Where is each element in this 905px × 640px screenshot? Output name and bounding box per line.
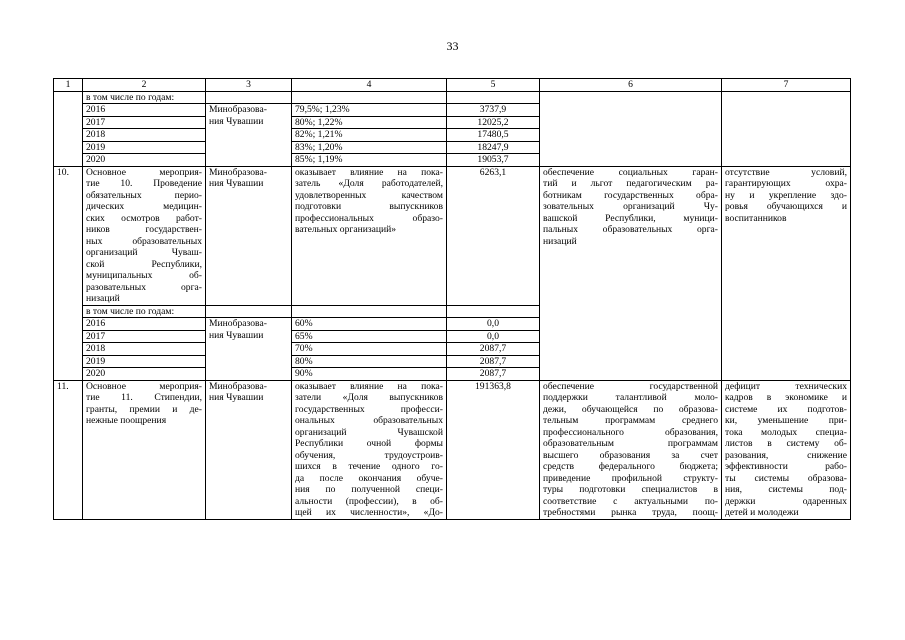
table-row-item-11	[54, 380, 851, 519]
indicator-value: 60%	[292, 318, 447, 331]
amount-value: 2087,7	[447, 355, 540, 368]
indicator-value: 65%	[292, 330, 447, 343]
indicator-value: 79,5%; 1,23%	[292, 104, 447, 117]
column-number: 4	[292, 79, 447, 92]
executor-cell: Минобразова- ния Чувашии	[206, 104, 292, 167]
amount-value: 2087,7	[447, 343, 540, 356]
amount-value: 0,0	[447, 318, 540, 331]
year: 2020	[83, 368, 206, 381]
year: 2016	[83, 318, 206, 331]
column-number: 6	[540, 79, 722, 92]
influence-text: оказывает влияние на пока- затели «Доля выпускников государственных професси- ональных образовательных организаций Чувашской Республики очной формы обучения, трудоустроив- шихся в течение одного го- да после окончания обуче- ния по полученной специ- альности (профессии), в об- щей их численности», «До-	[292, 380, 447, 519]
indicator-value: 82%; 1,21%	[292, 129, 447, 142]
year: 2018	[83, 129, 206, 142]
risk-text: дефицит технических кадров в экономике и системе их подготов- ки, уменьшение при- тока молодых специа- листов в систему об- разования, снижение эффективности рабо- ты системы образова- ния, системы под- держки одаренных детей и молодежи	[722, 380, 851, 519]
year: 2019	[83, 141, 206, 154]
amount-value: 3737,9	[447, 104, 540, 117]
num-cell	[54, 91, 83, 166]
year: 2018	[83, 343, 206, 356]
indicator-value: 70%	[292, 343, 447, 356]
result-text: обеспечение государственной поддержки талантливой моло- дежи, обучающейся по образова- тельным программам среднего профессионального образования, образовательным программам высшего образования за счет средств федерального бюджета; приведение профильной структу- туры подготовки специалистов в соответствие с актуальными по- требностями рынка труда, поощ-	[540, 380, 722, 519]
year: 2019	[83, 355, 206, 368]
column-number: 7	[722, 79, 851, 92]
years-subtitle: в том числе по годам:	[83, 91, 206, 104]
column-number: 1	[54, 79, 83, 92]
page-number: 33	[446, 39, 459, 53]
amount-value: 6263,1	[447, 166, 540, 305]
result-text: обеспечение социальных гаран- тий и льгот педагогическим ра- ботникам государственных обра- зовательных организаций Чу- вашской Республики, муници- пальных образовательных орга- низаций	[540, 166, 722, 380]
item-name: Основное мероприя- тие 10. Проведение обязательных перио- дических медицин- ских осмотров работ- ников государствен- ных образовательных организаций Чуваш- ской Республики, муниципальных об- разовательных орга- низаций	[83, 166, 206, 305]
item-number: 10.	[54, 166, 83, 380]
table-row	[54, 91, 851, 104]
indicator-value: 80%; 1,22%	[292, 116, 447, 129]
executor-cell: Минобразова- ния Чувашии	[206, 380, 292, 519]
column-number: 2	[83, 79, 206, 92]
amount-value: 2087,7	[447, 368, 540, 381]
column-number: 5	[447, 79, 540, 92]
year: 2016	[83, 104, 206, 117]
result-cell	[540, 91, 722, 166]
program-table	[53, 78, 851, 520]
column-number-row	[54, 79, 851, 92]
amount-value: 18247,9	[447, 141, 540, 154]
year: 2017	[83, 330, 206, 343]
year: 2017	[83, 116, 206, 129]
risk-cell	[722, 91, 851, 166]
amount-value: 0,0	[447, 330, 540, 343]
amount-value: 17480,5	[447, 129, 540, 142]
column-number: 3	[206, 79, 292, 92]
item-number: 11.	[54, 380, 83, 519]
risk-text: отсутствие условий, гарантирующих охра- ну и укрепление здо- ровья обучающихся и воспитанников	[722, 166, 851, 380]
indicator-value: 85%; 1,19%	[292, 154, 447, 167]
executor-cell: Минобразова- ния Чувашии	[206, 166, 292, 305]
year: 2020	[83, 154, 206, 167]
table-row-item-10	[54, 166, 851, 305]
item-name: Основное мероприя- тие 11. Стипендии, гранты, премии и де- нежные поощрения	[83, 380, 206, 519]
indicator-value: 90%	[292, 368, 447, 381]
executor-cell: Минобразова- ния Чувашии	[206, 318, 292, 381]
amount-value: 19053,7	[447, 154, 540, 167]
indicator-value: 83%; 1,20%	[292, 141, 447, 154]
indicator-value: 80%	[292, 355, 447, 368]
years-subtitle: в том числе по годам:	[83, 305, 206, 318]
influence-text: оказывает влияние на пока- затель «Доля работодателей, удовлетворенных качеством подготовки выпускников профессиональных образо- вательных организаций»	[292, 166, 447, 305]
amount-value: 12025,2	[447, 116, 540, 129]
amount-value: 191363,8	[447, 380, 540, 519]
